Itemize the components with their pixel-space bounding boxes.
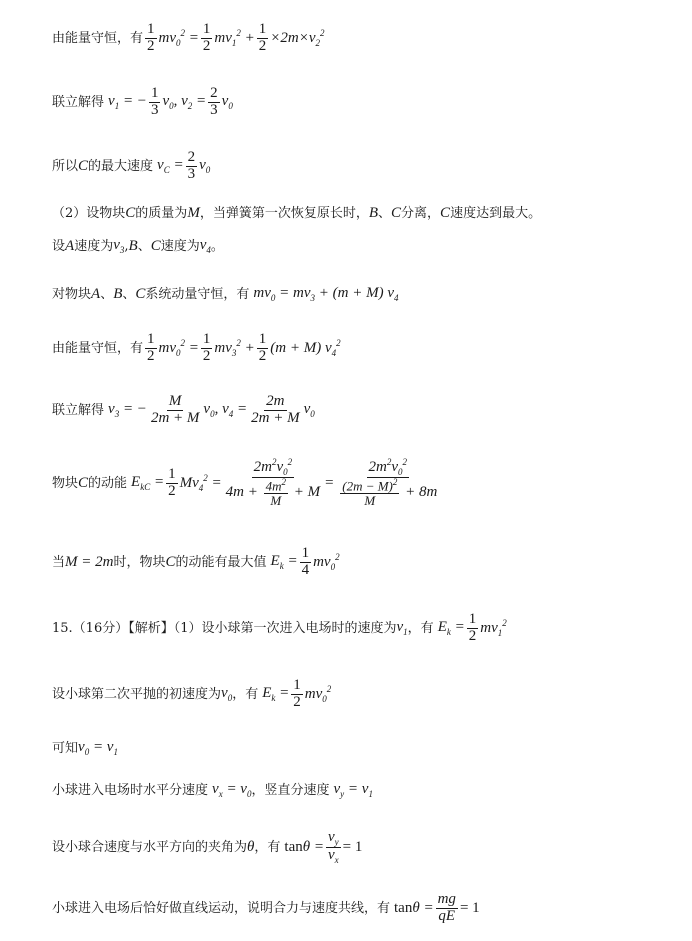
equation: $mv_0^2$ = — [158, 27, 199, 48]
var-c: C — [440, 205, 451, 221]
part2-intro-line — [52, 206, 541, 221]
line-text: ，有 — [254, 840, 281, 856]
line-text: , — [124, 239, 129, 254]
fraction: $\frac{1}{3}$ — [150, 85, 159, 118]
line-text: 时，物块 — [113, 554, 166, 570]
equation: M = 2m — [65, 553, 114, 570]
equation: $v_C$ = — [157, 156, 184, 175]
line-text: 的动能有最大值 — [175, 554, 267, 570]
line-text: 速度达到最大。 — [450, 206, 542, 221]
equation: $v_3$ = − — [108, 400, 147, 419]
equation: $E_k$ = — [270, 552, 298, 571]
var-c: C — [78, 474, 89, 491]
var-theta: θ — [247, 839, 255, 856]
speed-definitions-line — [52, 238, 224, 255]
line-text: 的质量为 — [135, 206, 188, 221]
equation: $E_k$ = — [262, 684, 290, 703]
equation: = — [324, 474, 335, 491]
line-text: 联立解得 — [52, 94, 105, 110]
line-text: 当 — [52, 554, 66, 570]
line-text: 物块 — [52, 475, 79, 491]
equation: $v_x = v_0$ — [212, 781, 252, 799]
line-text: 、 — [122, 287, 136, 302]
energy-conservation-line-1 — [52, 22, 325, 55]
solve-line-2 — [52, 394, 315, 427]
fraction: $\frac{1}{2}$ — [147, 331, 155, 364]
fraction: $\frac{2}{3}$ — [210, 85, 218, 118]
line-text: 设小球第二次平抛的初速度为 — [52, 686, 222, 702]
fraction: $\frac{1}{2}$ — [258, 331, 267, 364]
equation: $v_0$ — [221, 92, 233, 111]
fraction: $\frac{2}{3}$ — [187, 149, 196, 182]
max-speed-line — [52, 150, 210, 183]
fraction: $\frac{1}{4}$ — [301, 545, 310, 578]
equation: $mv_0 = mv_3 + (m + M)$ $v_4$ — [253, 285, 399, 303]
equation: (m + M) $v_4^2$ — [270, 337, 341, 358]
var-m: M — [187, 205, 200, 221]
var-a: A — [65, 238, 75, 254]
equation: θ = — [302, 839, 324, 856]
var-v0: $v_0$ — [221, 684, 233, 703]
second-throw-line — [52, 678, 331, 711]
equation: = 1 — [459, 899, 480, 916]
line-text: 。 — [210, 239, 224, 254]
fraction: $\frac{1}{2}$ — [202, 21, 211, 54]
line-text: ，当弹簧第一次恢复原长时， — [199, 206, 369, 221]
var-c: C — [135, 286, 146, 302]
max-value-line — [52, 546, 340, 579]
equation: θ = — [412, 899, 434, 916]
angle-line — [52, 830, 362, 866]
fraction: $\frac{1}{2}$ — [258, 21, 267, 54]
line-text: 设小球合速度与水平方向的夹角为 — [52, 840, 248, 856]
equation: $mv_0^2$ = — [158, 337, 199, 358]
line-text: ，有 — [407, 620, 434, 636]
line-text: 、 — [378, 206, 392, 221]
equation: = 1 — [342, 839, 363, 856]
var-c: C — [78, 157, 89, 174]
equation: $v_0$, $v_4$ = — [203, 400, 248, 419]
line-text: 联立解得 — [52, 402, 105, 418]
equation: $v_0$ — [199, 156, 211, 175]
fraction: $2m^2v_0^2$ 4m + $\frac{4m^2}{M}$ + M — [225, 457, 321, 509]
var-v1: $v_1$ — [396, 618, 408, 637]
var-v4: $v_4$ — [199, 237, 211, 255]
line-text: 由能量守恒，有 — [52, 30, 144, 46]
equation: $v_1$ = − — [108, 92, 147, 111]
solve-line-1 — [52, 86, 233, 119]
line-text: ，有 — [232, 686, 259, 702]
fraction: $\frac{1}{2}$ — [293, 677, 301, 710]
equation: $v_0 = v_1$ — [78, 739, 118, 757]
energy-conservation-line-2 — [52, 332, 341, 365]
equation: $mv_1^2$ + — [214, 27, 255, 48]
line-text: ，竖直分速度 — [251, 783, 330, 798]
equation: $mv_0^2$ — [313, 551, 340, 572]
fraction: $\frac{mg}{qE}$ — [437, 891, 456, 924]
line-text: 可知 — [52, 741, 79, 756]
line-text: 设 — [52, 239, 66, 254]
var-a: A — [91, 286, 101, 302]
q15-intro-line — [52, 612, 507, 645]
equation: $v_y = v_1$ — [333, 781, 373, 799]
line-text: （2）设物块 — [52, 206, 126, 221]
line-text: 对物块 — [52, 287, 92, 302]
line-text: 系统动量守恒，有 — [145, 287, 250, 302]
var-b: B — [128, 238, 138, 254]
conclusion-line — [52, 740, 118, 757]
equation: tan — [394, 899, 413, 916]
var-c: C — [391, 205, 402, 221]
equation: $E_k$ = — [437, 618, 465, 637]
fraction: $2m^2v_0^2$ $\frac{(2m - M)^2}{M}$ + 8m — [342, 457, 438, 509]
fraction: $\frac{1}{2}$ — [202, 331, 211, 364]
line-text: 、 — [137, 239, 151, 254]
kinetic-energy-line — [52, 458, 441, 508]
var-v3: $v_3$ — [113, 237, 125, 255]
fraction: $\frac{v_y}{v_x}$ — [327, 829, 339, 866]
line-text: 小球进入电场后恰好做直线运动，说明合力与速度共线，有 — [52, 900, 391, 916]
line-text: 速度为 — [160, 239, 200, 254]
fraction: $\frac{1}{2}$ — [147, 21, 155, 54]
var-c: C — [125, 205, 136, 221]
momentum-conservation-line — [52, 286, 399, 303]
line-text: 的最大速度 — [88, 158, 154, 174]
line-text: 、 — [100, 287, 114, 302]
fraction: $\frac{1}{2}$ — [168, 465, 176, 499]
var-b: B — [113, 286, 123, 302]
straight-line-motion-line — [52, 892, 480, 925]
equation: $mv_1^2$ — [480, 617, 507, 638]
line-text: 分离， — [401, 206, 441, 221]
equation: $Mv_4^2$ = — [179, 472, 222, 493]
line-text: 小球进入电场时水平分速度 — [52, 783, 209, 798]
equation: $mv_3^2$ + — [214, 337, 255, 358]
equation: $v_0$, $v_2$ = — [162, 92, 207, 111]
equation: $\times 2m\times v_2^2$ — [270, 27, 325, 48]
line-text: 所以 — [52, 158, 79, 174]
equation: $mv_0^2$ — [304, 683, 332, 704]
var-c: C — [165, 553, 176, 570]
equation: tan — [284, 839, 303, 856]
line-text: 由能量守恒，有 — [52, 340, 144, 356]
var-c: C — [150, 238, 161, 254]
velocity-components-line — [52, 782, 373, 799]
var-b: B — [368, 205, 378, 221]
line-text: 15.（16分）【解析】（1）设小球第一次进入电场时的速度为 — [52, 620, 397, 636]
fraction: $\frac{2m}{2m + M}$ — [251, 393, 300, 426]
line-text: 速度为 — [74, 239, 114, 254]
fraction: $\frac{M}{2m + M}$ — [150, 393, 200, 426]
fraction: $\frac{1}{2}$ — [468, 611, 477, 644]
equation: $v_0$ — [303, 400, 315, 419]
line-text: 的动能 — [88, 475, 128, 491]
equation: $E_{kC}$ = — [131, 473, 165, 492]
